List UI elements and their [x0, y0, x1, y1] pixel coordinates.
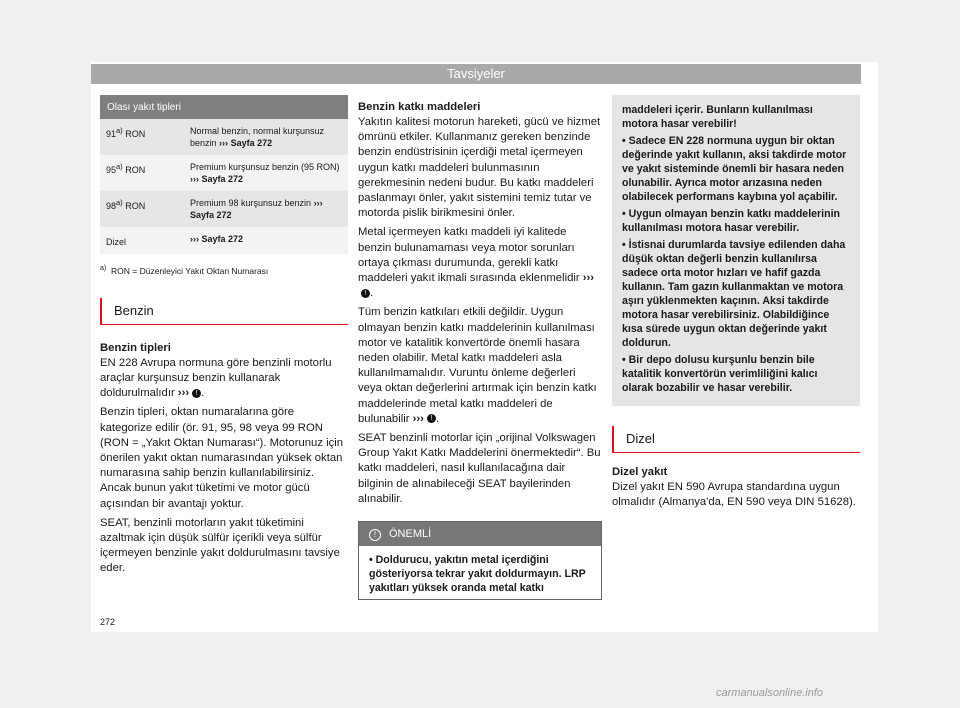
- subhead-benzin-types: Benzin tipleri: [100, 341, 171, 354]
- page-header: Tavsiyeler: [91, 64, 861, 84]
- warning-ref-icon[interactable]: !: [427, 414, 436, 423]
- subhead-additives: Benzin katkı maddeleri: [358, 101, 481, 113]
- fuel-types-table: [100, 95, 348, 254]
- subhead-diesel: Dizel yakıt: [612, 466, 668, 478]
- page-ref-link[interactable]: Sayfa 272: [201, 234, 244, 244]
- section-title-benzin: Benzin: [100, 298, 348, 325]
- dizel-body: Dizel yakıt Dizel yakıt EN 590 Avrupa standardına uygun olmalıdır (Almanya'da, EN 590 veya DIN 51628).: [612, 465, 860, 510]
- notice-continuation: maddeleri içerir. Bunların kullanılması motora hasar verebilir! • Sadece EN 228 normuna uygun bir oktan değerinde yakıt kullanın, aksi takdirde motor ve yakıt sisteminde önemli bir hasara neden olunabilir. Ayrıca motor arızasına neden olabilecek performans kaybına yol açabilir. • Uygun olmayan benzin katkı maddelerinin kullanılması motora hasar verebilir. • İstisnai durumlarda tavsiye edilenden daha düşük oktan değerli benzin kullanılırsa sadece orta motor hızları ve hafif gazda kullanın. Tam gazın kullanmaktan ve motora aşırı yüklenmekten kaçının. Aksi takdirde motora hasar verebilirsiniz. Olabildiğince kısa sürede uygun oktan değerinde yakıt doldurun. • Bir depo dolusu kurşunlu benzin bile katalitik konvertörün verimliliğini kalıcı olarak bozabilir ve hasar verebilir.: [612, 95, 860, 406]
- table-title: Olası yakıt tipleri: [100, 95, 348, 119]
- table-footnote: $^{a)}$ RON = Düzenleyici Yakıt Oktan Numarası: [100, 264, 269, 276]
- page-ref-link[interactable]: Sayfa 272: [201, 174, 244, 184]
- warning-ref-icon[interactable]: !: [192, 389, 201, 398]
- benzin-body: Benzin tipleri EN 228 Avrupa normuna göre benzinli motorlu araçlar kurşunsuz benzin kullanarak doldurulmalıdır ››› ! . Benzin tipleri, oktan numaralarına göre kategorize edilir (ör. 91, 95, 98 veya 99 RON (RON = „Yakıt Oktan Numarası“). Motorunuz için önerilen yakıt oktan numarasından yüksek oktan numarasına sahip benzin kullanılabilirsiniz. Ancak bunun yakıt tüketimi ve motor gücü açısından bir avantajı yoktur. SEAT, benzinli motorların yakıt tüketimini azaltmak için düşük sülfür içerikli veya sülfür içermeyen benzinle yakıt doldurulmasını tavsiye eder.: [100, 341, 348, 577]
- column-left: [100, 95, 348, 581]
- notice-box: ! ÖNEMLİ • Doldurucu, yakıtın metal içerdiğini gösteriyorsa tekrar yakıt doldurmayın. LRP yakıtları yüksek oranda metal katkı: [358, 521, 602, 600]
- column-right: [612, 95, 860, 514]
- watermark: carmanualsonline.info: [716, 687, 824, 699]
- notice-header: ! ÖNEMLİ: [359, 522, 601, 546]
- table-row: 91$^{a)}$ RON Normal benzin, normal kurşunsuz benzin ››› Sayfa 272: [100, 119, 348, 155]
- warning-icon: !: [369, 529, 381, 541]
- page-number: 272: [100, 617, 116, 627]
- warning-ref-icon[interactable]: !: [361, 289, 370, 298]
- table-row: 98$^{a)}$ RON Premium 98 kurşunsuz benzin ››› Sayfa 272: [100, 191, 348, 227]
- section-title-dizel: Dizel: [612, 426, 860, 453]
- table-row: Dizel ››› Sayfa 272: [100, 227, 348, 254]
- column-middle: [358, 100, 602, 600]
- page-ref-link[interactable]: Sayfa 272: [230, 138, 273, 148]
- table-row: 95$^{a)}$ RON Premium kurşunsuz benzin (95 RON) ››› Sayfa 272: [100, 155, 348, 191]
- page-ref-link[interactable]: Sayfa 272: [190, 210, 232, 220]
- katki-body: Benzin katkı maddeleri Yakıtın kalitesi motorun hareketi, gücü ve hizmet ömrünü etkiler. Kullanmanız gereken benzinde benzin endüstrisinin içerdiği metal içermeyen uygun katkı maddeleri bulunmasının gerekmesinin nedeni budur. Bu katkı maddeleri paslanmayı önler, yakıt sistemini temiz tutar ve motorda pislik birikmesini önler. Metal içermeyen katkı maddeli iyi kalitede benzin bulunamaması veya motor sorunları ortaya çıkması durumunda, gerekli katkı maddeleri yakıt ikmali sırasında eklenmelidir ›››! . Tüm benzin katkıları etkili değildir. Uygun olmayan benzin katkı maddelerinin kullanılması motor ve katalitik konvertörde önemli hasara neden olabilir. Metal katkı maddeleri asla kullanılmamalıdır. Vuruntu önleme değerleri veya oktan değerlerini artırmak için benzin katkı maddelerinde metal katkı maddeleri de bulunabilir ››› ! . SEAT benzinli motorlar için „orijinal Volkswagen Group Yakıt Katkı Maddelerini önermektedir“. Bu katkı maddeleri, nasıl kullanılacağına dair bilginin de alınabileceği SEAT bayilerinden alınabilir.: [358, 101, 601, 505]
